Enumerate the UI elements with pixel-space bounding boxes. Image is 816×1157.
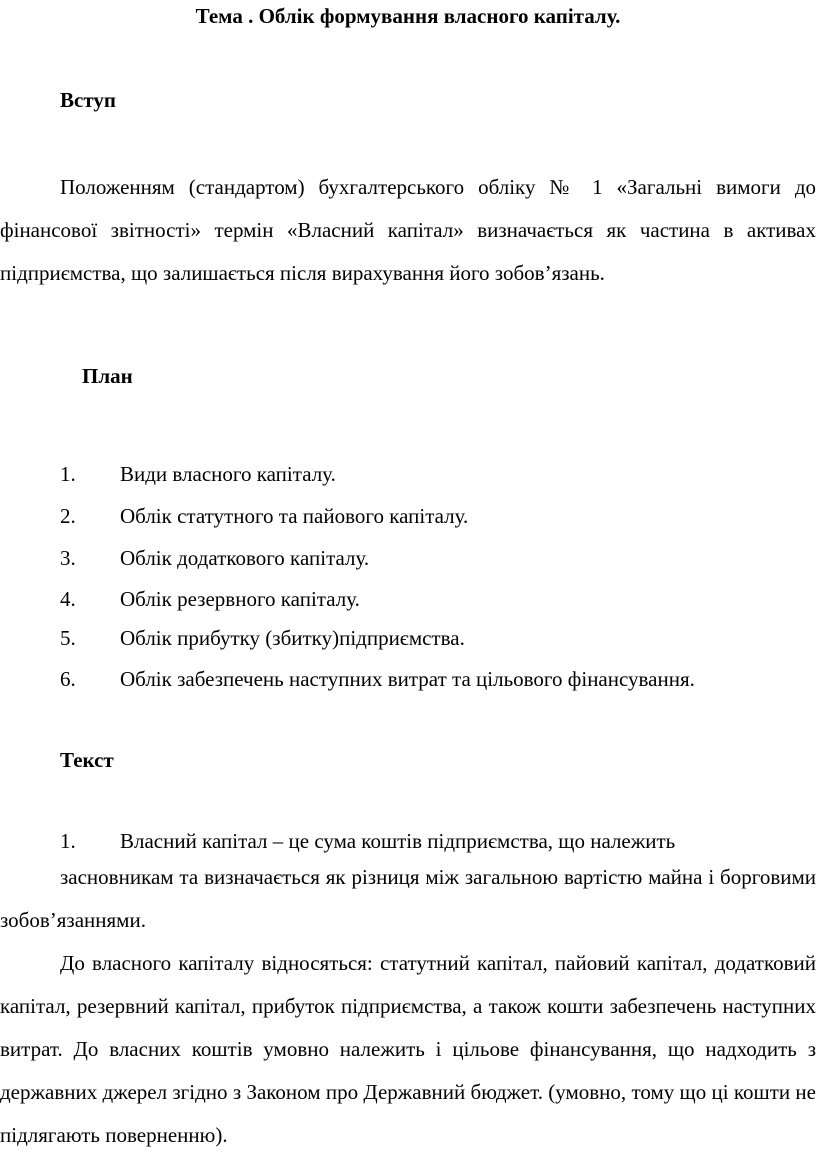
intro-heading: Вступ [60, 88, 116, 112]
list-item-number: 2. [60, 504, 76, 528]
list-item-text: Власний капітал – це сума коштів підприємства, що належить [120, 829, 676, 853]
list-item-number: 6. [60, 667, 76, 691]
text-paragraph-2: До власного капіталу відносяться: статутний капітал, пайовий капітал, додатковий капітал, резервний капітал, прибуток підприємства, а також кошти забезпечень наступних витрат. До власних коштів умовно належить і цільове фінансування, що надходить з державних джерел згідно з Законом про Державний бюджет. (умовно, тому що ці кошти не підлягають поверненню). [0, 951, 816, 1147]
intro-paragraph: Положенням (стандартом) бухгалтерського обліку № 1 «Загальні вимоги до фінансової звітності» термін «Власний капітал» визначається як частина в активах підприємства, що залишається після вирахування його зобов’язань. [0, 175, 816, 285]
document-title: Тема . Облік формування власного капіталу. [195, 4, 621, 28]
list-item-text: Облік статутного та пайового капіталу. [120, 504, 469, 528]
list-item-number: 1. [60, 462, 76, 486]
list-item-text: Облік прибутку (збитку)підприємства. [120, 626, 465, 650]
plan-heading: План [82, 364, 133, 388]
list-item-number: 1. [60, 829, 76, 853]
text-heading: Текст [60, 748, 114, 772]
text-paragraph-1-continuation: засновникам та визначається як різниця між загальною вартістю майна і борговими зобов’язаннями. [0, 865, 816, 932]
list-item-number: 3. [60, 546, 76, 570]
list-item-number: 5. [60, 626, 76, 650]
list-item-text: Облік резервного капіталу. [120, 587, 360, 611]
list-item-text: Облік забезпечень наступних витрат та цільового фінансування. [120, 667, 695, 691]
list-item-text: Види власного капіталу. [120, 462, 336, 486]
list-item-text: Облік додаткового капіталу. [120, 546, 370, 570]
list-item-number: 4. [60, 587, 76, 611]
